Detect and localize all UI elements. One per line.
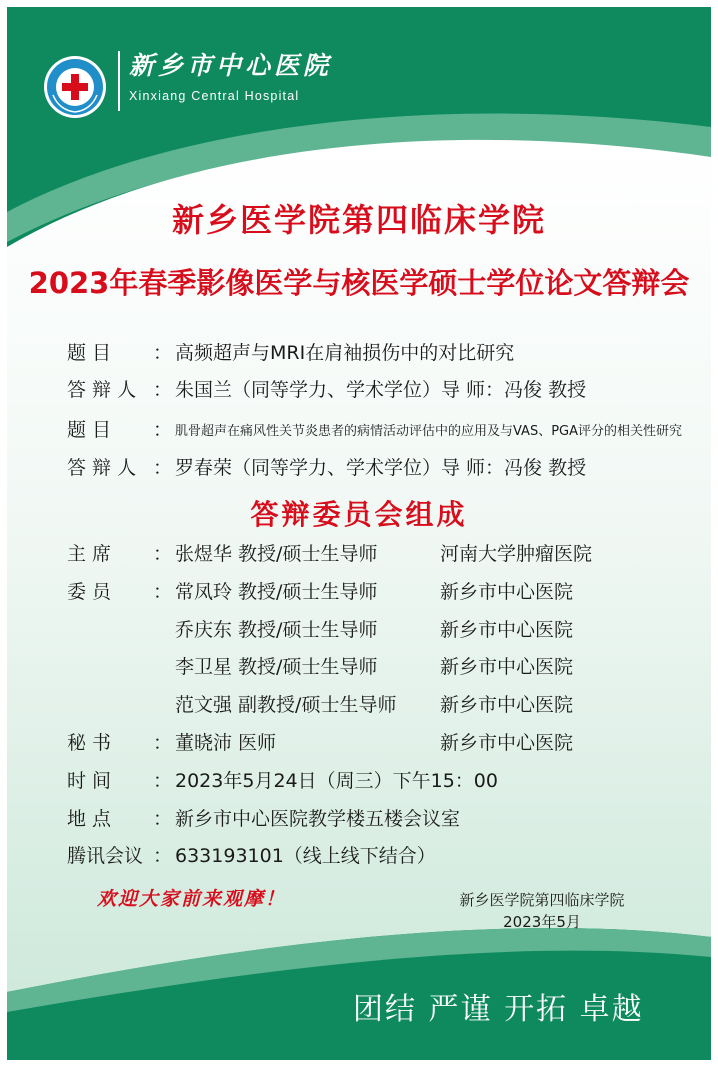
chair-label: 主 席 [67, 543, 112, 565]
colon: ： [153, 732, 173, 754]
time-label: 时 间 [67, 770, 112, 792]
committee-member-name: 范文强 副教授/硕士生导师 [175, 694, 397, 716]
committee-member-org: 新乡市中心医院 [440, 732, 574, 754]
committee-member-org: 新乡市中心医院 [440, 619, 574, 641]
secretary-label: 秘 书 [67, 732, 112, 754]
committee-member-name: 乔庆东 教授/硕士生导师 [175, 619, 378, 641]
colon: ： [153, 342, 173, 364]
thesis-2-defender: 罗春荣（同等学力、学术学位）导 师：冯俊 教授 [175, 457, 587, 479]
organizer-date: 2023年5月 [503, 913, 581, 931]
colon: ： [153, 808, 173, 830]
place-label: 地 点 [67, 808, 112, 830]
hospital-name-cn: 新乡市中心医院 [129, 51, 333, 80]
meeting-label: 腾讯会议 [67, 845, 144, 867]
members-label: 委 员 [67, 581, 112, 603]
thesis-1-defender: 朱国兰（同等学力、学术学位）导 师：冯俊 教授 [175, 379, 587, 401]
event-time: 2023年5月24日（周三）下午15：00 [175, 770, 498, 792]
logo-divider [118, 51, 120, 111]
thesis-2-topic: 肌骨超声在痛风性关节炎患者的病情活动评估中的应用及与VAS、PGA评分的相关性研究 [175, 424, 683, 439]
hospital-name-en: Xinxiang Central Hospital [129, 89, 300, 103]
committee-member-org: 新乡市中心医院 [440, 694, 574, 716]
event-title: 2023年春季影像医学与核医学硕士学位论文答辩会 [28, 266, 690, 300]
committee-member-org: 新乡市中心医院 [440, 581, 574, 603]
colon: ： [153, 457, 173, 479]
organizer-name: 新乡医学院第四临床学院 [459, 891, 625, 909]
meeting-id: 633193101（线上线下结合） [175, 845, 436, 867]
committee-member-org: 新乡市中心医院 [440, 656, 574, 678]
welcome-text: 欢迎大家前来观摩！ [97, 888, 287, 910]
committee-member-name: 董晓沛 医师 [175, 732, 277, 754]
committee-member-name: 张煜华 教授/硕士生导师 [175, 543, 378, 565]
thesis-2-defender-label: 答 辩 人 [67, 457, 137, 479]
colon: ： [153, 379, 173, 401]
thesis-1-defender-label: 答 辩 人 [67, 379, 137, 401]
thesis-2-topic-label: 题 目 [67, 419, 112, 441]
poster [7, 7, 711, 1060]
colon: ： [153, 845, 173, 867]
thesis-1-topic-label: 题 目 [67, 342, 112, 364]
committee-heading: 答辩委员会组成 [250, 498, 468, 531]
college-title: 新乡医学院第四临床学院 [171, 201, 546, 239]
committee-member-org: 河南大学肿瘤医院 [440, 543, 593, 565]
thesis-1-topic: 高频超声与MRI在肩袖损伤中的对比研究 [175, 342, 515, 364]
hospital-logo [43, 55, 107, 119]
colon: ： [153, 770, 173, 792]
hospital-motto: 团结 严谨 开拓 卓越 [353, 992, 644, 1027]
colon: ： [153, 581, 173, 603]
event-place: 新乡市中心医院教学楼五楼会议室 [175, 808, 461, 830]
colon: ： [153, 543, 173, 565]
committee-member-name: 常凤玲 教授/硕士生导师 [175, 581, 378, 603]
colon: ： [153, 419, 173, 441]
committee-member-name: 李卫星 教授/硕士生导师 [175, 656, 378, 678]
